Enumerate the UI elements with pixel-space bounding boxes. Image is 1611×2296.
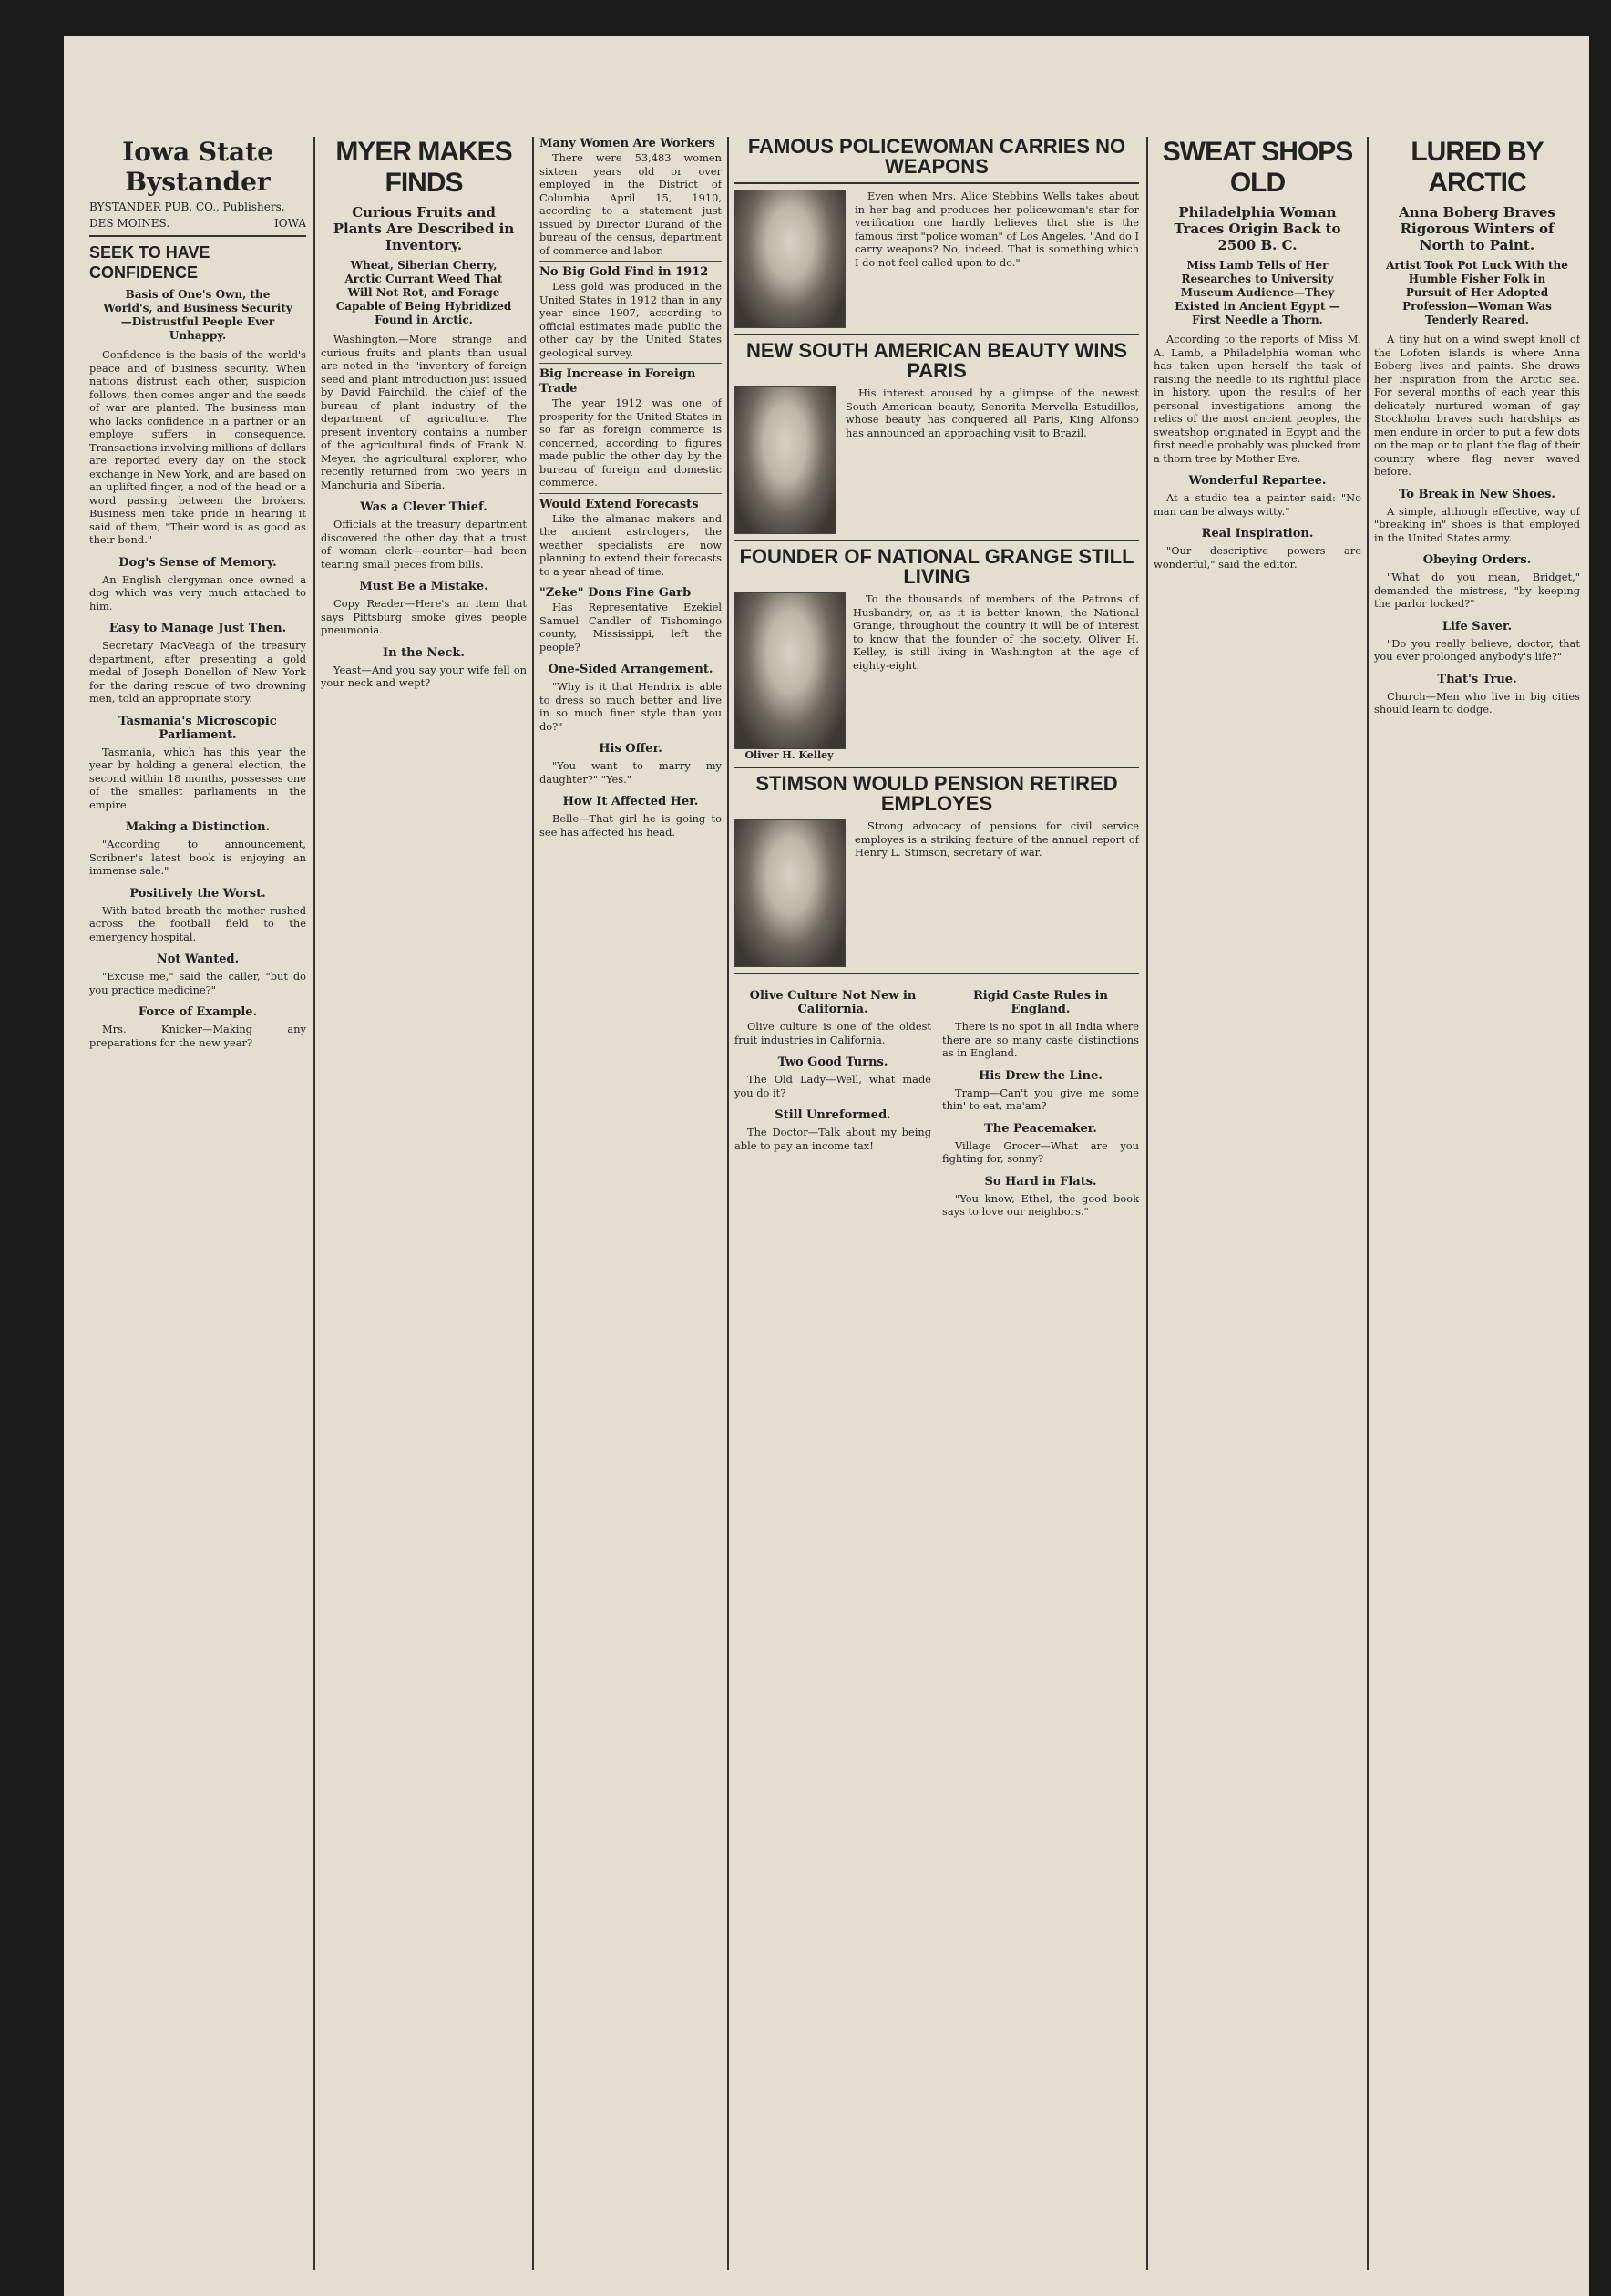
rule — [734, 973, 1139, 974]
short-title: So Hard in Flats. — [984, 1174, 1097, 1189]
beauty-body: His interest aroused by a glimpse of the newest South American beauty, Senorita Mervella Estudillos, whose beauty has conquered all Paris, King Alfonso has announced an approaching visit to Brazil. — [846, 386, 1139, 439]
policewoman-block — [734, 190, 1139, 328]
rule — [539, 363, 722, 364]
trade-body: The year 1912 was one of prosperity for the United States in so far as foreign commerce is concerned, according to figures made public the other day by the bureau of foreign and domestic commerce. — [539, 396, 722, 489]
short-body: Tramp—Can't you give me some thin' to eat, ma'am? — [942, 1086, 1139, 1112]
stimson-photo — [734, 819, 846, 967]
column-3 — [539, 137, 722, 2279]
masthead-state: IOWA — [274, 217, 306, 230]
sweat-body: According to the reports of Miss M. A. Lamb, a Philadelphia woman who has taken upon herself the task of raising the needle to its rightful place in history, upon the results of her personal investigations among the relics of the most ancient peoples, the sweatshop originated in Egypt and the first needle probably was plucked from a thorn tree by Mother Eve. — [1154, 333, 1361, 465]
rule — [539, 261, 722, 262]
masthead-publisher: BYSTANDER PUB. CO., Publishers. — [89, 201, 285, 213]
stimson-body: Strong advocacy of pensions for civil service employes is a striking feature of the annual report of Henry L. Stimson, secretary of war. — [855, 819, 1139, 859]
short-title: Easy to Manage Just Then. — [108, 622, 287, 635]
women-body: There were 53,483 women sixteen years old or over employed in the District of Columbia April 15, 1910, according to a statement just issued by Director Durand of the bureau of the census, department of commerce and labor. — [539, 151, 722, 257]
short-title: Wonderful Repartee. — [1188, 474, 1327, 488]
short-body: "According to announcement, Scribner's latest book is enjoying an immense sale." — [89, 838, 306, 877]
short-body: Copy Reader—Here's an item that says Pittsburg smoke gives people pneumonia. — [321, 597, 527, 636]
short-body: "Do you really believe, doctor, that you ever prolonged anybody's life?" — [1374, 636, 1580, 663]
column-7 — [1374, 137, 1580, 2279]
grange-headline: FOUNDER OF NATIONAL GRANGE STILL LIVING — [739, 545, 1134, 588]
garb-body: Has Representative Ezekiel Samuel Candler of Tishomingo county, Mississippi, left the people? — [539, 601, 722, 654]
short-body: Belle—That girl he is going to see has affected his head. — [539, 812, 722, 839]
short-body: Tasmania, which has this year the year by holding a general election, the second within 18 months, possesses one of the smallest parliaments in the empire. — [89, 745, 306, 811]
masthead-city-line — [89, 217, 306, 230]
rule — [734, 767, 1139, 768]
column-2 — [321, 137, 527, 2279]
grange-photo — [734, 592, 846, 749]
masthead-publisher-line — [89, 201, 306, 213]
myer-headline: MYER MAKES FINDS — [335, 137, 512, 198]
sweat-subdeck: Miss Lamb Tells of Her Researches to University Museum Audience—They Existed in Ancient Egypt —First Needle a Thorn. — [1175, 259, 1340, 326]
short-body: At a studio tea a painter said: "No man can be always witty." — [1154, 491, 1361, 518]
scan-border-right — [1589, 0, 1611, 2296]
forecasts-sidehead: Would Extend Forecasts — [539, 497, 699, 511]
arctic-headline: LURED BY ARCTIC — [1411, 137, 1544, 198]
confidence-headline: SEEK TO HAVE CONFIDENCE — [89, 243, 210, 282]
short-title: To Break in New Shoes. — [1399, 487, 1555, 501]
myer-deck: Curious Fruits and Plants Are Described in Inventory. — [333, 204, 515, 253]
short-title: Must Be a Mistake. — [359, 580, 488, 593]
policewoman-headline: FAMOUS POLICEWOMAN CARRIES NO WEAPONS — [747, 137, 1126, 178]
rule — [734, 334, 1139, 335]
scan-border-top — [0, 0, 1611, 36]
short-title: In the Neck. — [383, 645, 465, 660]
column-rule — [727, 137, 729, 2270]
bottom-shorts — [734, 980, 1139, 1220]
grange-block — [734, 592, 1139, 761]
sweat-deck: Philadelphia Woman Traces Origin Back to 2500 B. C. — [1174, 204, 1341, 253]
short-title: Making a Distinction. — [125, 820, 271, 834]
women-sidehead: Many Women Are Workers — [539, 137, 715, 150]
garb-sidehead: "Zeke" Dons Fine Garb — [539, 586, 692, 600]
short-title: Dog's Sense of Memory. — [118, 555, 277, 570]
policewoman-body: Even when Mrs. Alice Stebbins Wells takes about in her bag and produces her policewoman's star for verification one hardly believes that she is the famous first "police woman" of Los Angeles. "And do I carry weapons? No, indeed. That is something which I do not feel called upon to do." — [855, 190, 1139, 269]
column-rule — [1367, 137, 1369, 2270]
rule — [734, 182, 1139, 184]
short-body: "You know, Ethel, the good book says to love our neighbors." — [942, 1191, 1139, 1218]
short-title: Positively the Worst. — [129, 886, 266, 901]
short-body: "What do you mean, Bridget," demanded the mistress, "by keeping the parlor locked?" — [1374, 571, 1580, 610]
confidence-body: Confidence is the basis of the world's peace and of business security. When nations distrust each other, suspicion follows, then comes anger and the seeds of war are planted. The business man who lacks confidence in a partner or an employe suffers in consequence. Transactions involving millions of dollars are reported every day on the stock exchange in New York, and are based on an uplifted finger, a nod of the head or a word passing between the brokers. Business men take pride in hearing it said of them, "Their word is as good as their bond." — [89, 348, 306, 546]
policewoman-photo — [734, 190, 846, 328]
myer-body: Washington.—More strange and curious fruits and plants than usual are noted in the "inventory of foreign seed and plant introduction just issued by David Fairchild, the chief of the bureau of plant industry of the department of agriculture. The present inventory contains a number of the agricultural finds of Frank N. Meyer, the agricultural explorer, who recently returned from two years in Manchuria and Siberia. — [321, 333, 527, 491]
short-body: "Excuse me," said the caller, "but do you practice medicine?" — [89, 970, 306, 996]
short-body: The Old Lady—Well, what made you do it? — [734, 1073, 931, 1099]
trade-sidehead: Big Increase in Foreign Trade — [539, 367, 696, 396]
column-6 — [1154, 137, 1361, 2279]
column-1 — [89, 137, 306, 2279]
masthead-title: Iowa State Bystander — [122, 137, 273, 197]
beauty-photo — [734, 386, 836, 534]
masthead-city: DES MOINES. — [89, 217, 170, 230]
short-body: Officials at the treasury department discovered the other day that a trust of woman clerk—counter—had been tearing small pieces from bills. — [321, 518, 527, 571]
beauty-headline: NEW SOUTH AMERICAN BEAUTY WINS PARIS — [746, 339, 1127, 382]
short-title: That's True. — [1437, 672, 1517, 686]
short-title: Not Wanted. — [156, 952, 240, 966]
forecasts-body: Like the almanac makers and the ancient astrologers, the weather specialists are now planning to extend their forecasts to a year ahead of time. — [539, 511, 722, 578]
gold-sidehead: No Big Gold Find in 1912 — [539, 265, 709, 279]
rule — [89, 235, 306, 237]
short-title: One-Sided Arrangement. — [548, 663, 713, 676]
gold-body: Less gold was produced in the United States in 1912 than in any year since 1907, according to official estimates made public the other day by the United States geological survey. — [539, 280, 722, 359]
arctic-body: A tiny hut on a wind swept knoll of the Lofoten islands is where Anna Boberg lives and paints. She draws her inspiration from the Arctic sea. For several months of each year this delicately nurtured woman of gay Stockholm braves such hardships as men endure in order to put a few dots on the map or to plant the flag of their country where flag never waved before. — [1374, 333, 1580, 478]
short-body: "Our descriptive powers are wonderful," said the editor. — [1154, 544, 1361, 571]
short-title: The Peacemaker. — [984, 1121, 1097, 1136]
short-body: Mrs. Knicker—Making any preparations for the new year? — [89, 1023, 306, 1049]
grange-photo-box — [734, 592, 844, 761]
short-title: His Drew the Line. — [979, 1068, 1103, 1083]
rule — [539, 493, 722, 494]
arctic-subdeck: Artist Took Pot Luck With the Humble Fisher Folk in Pursuit of Her Adopted Profession—Woman Was Tenderly Reared. — [1386, 259, 1568, 326]
confidence-deck: Basis of One's Own, the World's, and Business Security—Distrustful People Ever Unhappy. — [103, 288, 292, 342]
short-title: Life Saver. — [1442, 619, 1513, 633]
short-body: Village Grocer—What are you fighting for, sonny? — [942, 1138, 1139, 1165]
short-body: Yeast—And you say your wife fell on your neck and wept? — [321, 663, 527, 689]
grange-body: To the thousands of members of the Patrons of Husbandry, or, as it is better known, the National Grange, throughout the country it will be of interest to know that the founder of the society, Oliver H. Kelley, is still living in Washington at the age of eighty-eight. — [853, 592, 1139, 672]
short-title: Olive Culture Not New in California. — [749, 989, 917, 1016]
short-title: Tasmania's Microscopic Parliament. — [118, 714, 277, 742]
short-title: Was a Clever Thief. — [360, 500, 487, 514]
short-title: Still Unreformed. — [775, 1108, 891, 1122]
short-body: "You want to marry my daughter?" "Yes." — [539, 759, 722, 786]
column-4-5 — [734, 137, 1139, 2279]
short-body: A simple, although effective, way of "breaking in" shoes is that employed in the United States army. — [1374, 504, 1580, 544]
bottom-shorts-right — [942, 980, 1139, 1220]
short-body: An English clergyman once owned a dog which was very much attached to him. — [89, 572, 306, 613]
short-body: With bated breath the mother rushed across the football field to the emergency hospital. — [89, 903, 306, 943]
short-title: Obeying Orders. — [1422, 553, 1532, 567]
column-rule — [1146, 137, 1148, 2270]
column-rule — [532, 137, 534, 2270]
bottom-shorts-left — [734, 980, 931, 1220]
grange-caption: Oliver H. Kelley — [744, 749, 834, 761]
beauty-block — [734, 386, 1139, 534]
scan-border-left — [0, 0, 64, 2296]
short-body: The Doctor—Talk about my being able to pay an income tax! — [734, 1126, 931, 1152]
column-rule — [313, 137, 315, 2270]
arctic-deck: Anna Boberg Braves Rigorous Winters of North to Paint. — [1399, 204, 1555, 253]
short-body: There is no spot in all India where there are so many caste distinctions as in England. — [942, 1020, 1139, 1059]
short-body: Church—Men who live in big cities should learn to dodge. — [1374, 689, 1580, 716]
rule — [734, 540, 1139, 541]
short-title: How It Affected Her. — [562, 795, 699, 808]
myer-subdeck: Wheat, Siberian Cherry, Arctic Currant Weed That Will Not Rot, and Forage Capable of Being Hybridized Found in Arctic. — [335, 259, 512, 326]
sweat-headline: SWEAT SHOPS OLD — [1162, 137, 1353, 198]
stimson-headline: STIMSON WOULD PENSION RETIRED EMPLOYES — [755, 772, 1118, 815]
short-title: Real Inspiration. — [1201, 527, 1314, 541]
short-title: Force of Example. — [138, 1005, 258, 1019]
short-title: His Offer. — [599, 742, 662, 756]
short-body: Olive culture is one of the oldest fruit industries in California. — [734, 1020, 931, 1046]
short-body: Secretary MacVeagh of the treasury department, after presenting a gold medal of Joseph Donellon of New York for the daring rescue of two drowning men, told an appropriate story. — [89, 639, 306, 705]
short-title: Rigid Caste Rules in England. — [973, 989, 1108, 1016]
short-body: "Why is it that Hendrix is able to dress so much better and live in so much finer style than you do?" — [539, 680, 722, 733]
stimson-block — [734, 819, 1139, 967]
short-title: Two Good Turns. — [777, 1055, 888, 1069]
